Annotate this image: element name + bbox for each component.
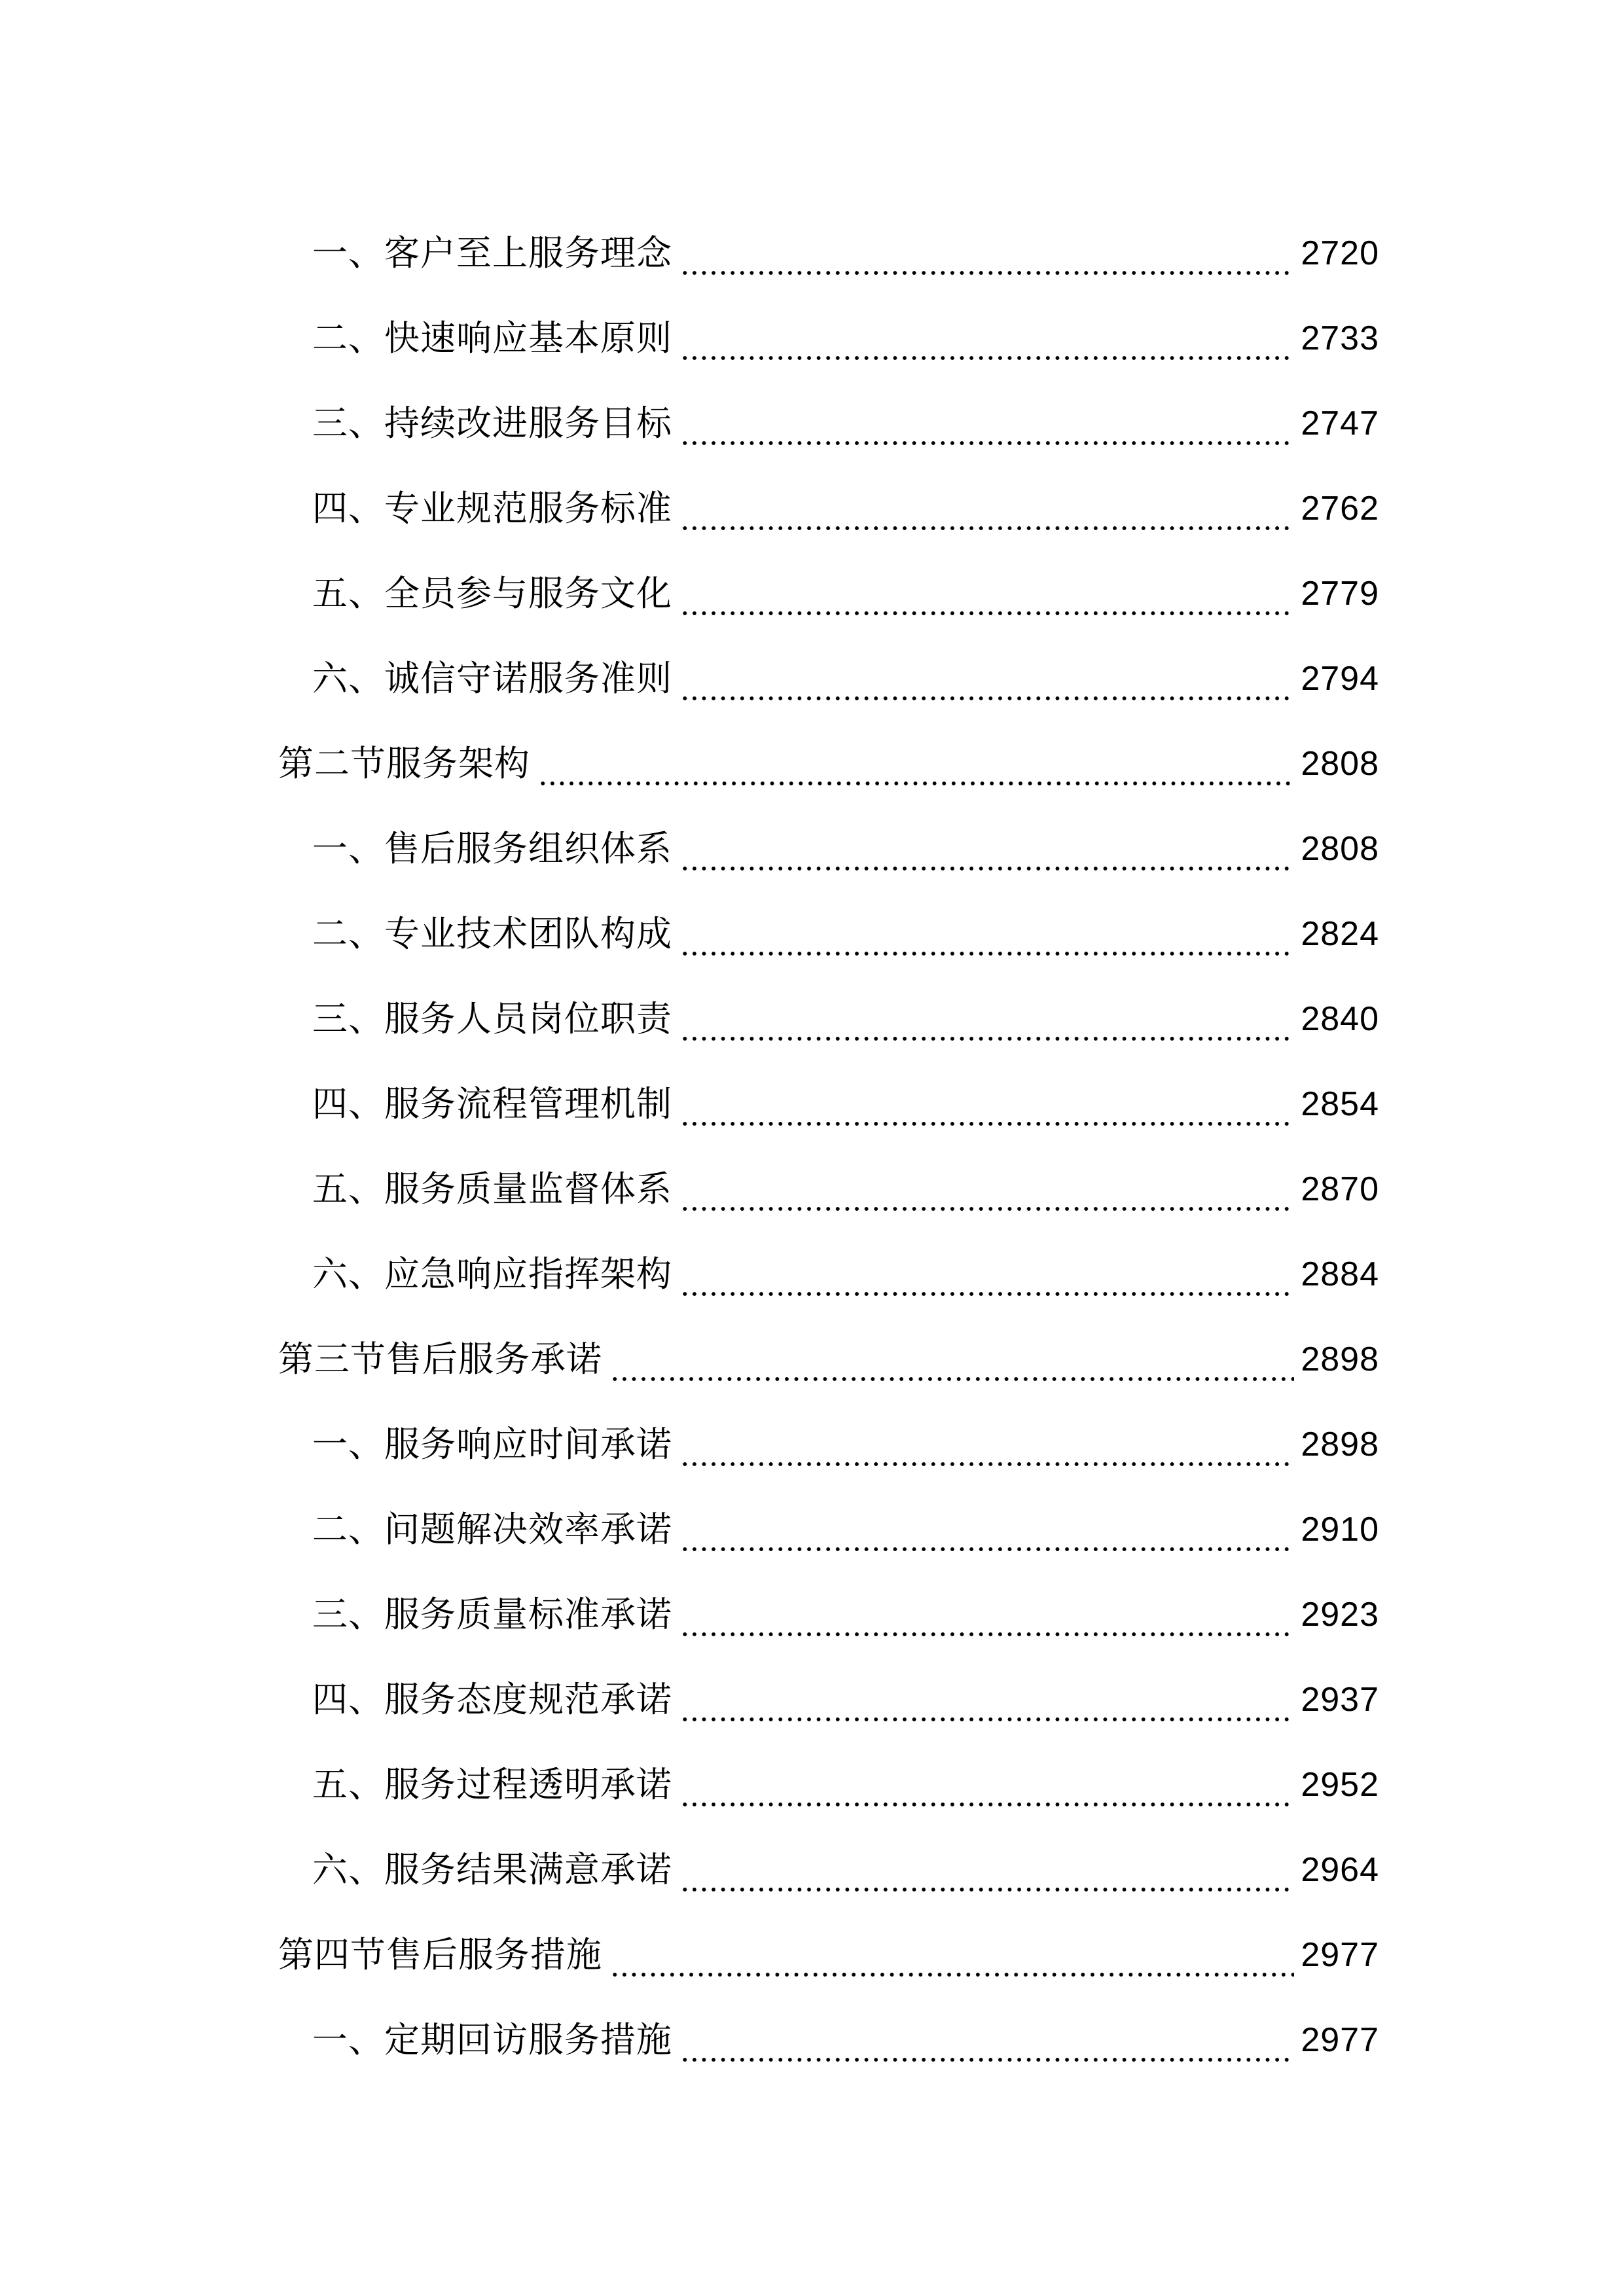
toc-entry[interactable]	[278, 636, 1379, 721]
toc-page-number: 2977	[1301, 2021, 1379, 2059]
toc-dot-leader	[680, 1859, 1294, 1894]
toc-entry-title: 一、售后服务组织体系	[312, 828, 672, 869]
toc-entry[interactable]	[278, 1657, 1379, 1742]
toc-entry-title: 四、服务态度规范承诺	[312, 1679, 672, 1720]
toc-page-number: 2923	[1301, 1596, 1379, 1634]
toc-dot-leader	[610, 1348, 1294, 1384]
toc-entry-title: 二、快速响应基本原则	[312, 317, 672, 359]
toc-entry-title: 四、服务流程管理机制	[312, 1083, 672, 1124]
toc-entry-title: 一、服务响应时间承诺	[312, 1424, 672, 1465]
toc-dot-leader	[680, 2029, 1294, 2064]
toc-entry[interactable]	[278, 1998, 1379, 2083]
toc-dot-leader	[680, 1433, 1294, 1469]
toc-page-number: 2910	[1301, 1511, 1379, 1549]
toc-dot-leader	[680, 1689, 1294, 1724]
toc-section-entry[interactable]	[278, 1912, 1379, 1998]
toc-entry-title: 三、服务质量标准承诺	[312, 1594, 672, 1635]
toc-page-number: 2840	[1301, 1000, 1379, 1038]
toc-page-number: 2720	[1301, 234, 1379, 272]
toc-page-number: 2779	[1301, 575, 1379, 613]
table-of-contents	[278, 211, 1379, 2083]
toc-dot-leader	[680, 1518, 1294, 1554]
toc-entry[interactable]	[278, 1402, 1379, 1487]
toc-dot-leader	[680, 583, 1294, 618]
toc-page-number: 2870	[1301, 1170, 1379, 1208]
toc-entry[interactable]	[278, 1742, 1379, 1827]
toc-dot-leader	[680, 1093, 1294, 1128]
toc-entry-title: 五、全员参与服务文化	[312, 573, 672, 614]
toc-dot-leader	[680, 923, 1294, 958]
toc-entry[interactable]	[278, 296, 1379, 381]
toc-entry-title: 五、服务质量监督体系	[312, 1168, 672, 1210]
toc-entry[interactable]	[278, 1062, 1379, 1147]
toc-page-number: 2854	[1301, 1085, 1379, 1123]
toc-dot-leader	[680, 668, 1294, 703]
toc-entry[interactable]	[278, 1572, 1379, 1657]
toc-section-title: 第二节服务架构	[278, 743, 530, 784]
toc-dot-leader	[680, 242, 1294, 278]
toc-page-number: 2977	[1301, 1936, 1379, 1974]
toc-entry-title: 二、问题解决效率承诺	[312, 1509, 672, 1550]
toc-page-number: 2937	[1301, 1681, 1379, 1719]
toc-entry[interactable]	[278, 1487, 1379, 1572]
toc-section-title: 第四节售后服务措施	[278, 1934, 602, 1975]
toc-entry[interactable]	[278, 466, 1379, 551]
toc-page-number: 2824	[1301, 915, 1379, 953]
toc-section-title: 第三节售后服务承诺	[278, 1338, 602, 1380]
toc-dot-leader	[680, 327, 1294, 363]
toc-dot-leader	[680, 1178, 1294, 1213]
toc-dot-leader	[680, 412, 1294, 448]
toc-dot-leader	[680, 1263, 1294, 1299]
toc-page-number: 2808	[1301, 830, 1379, 868]
toc-entry-title: 三、持续改进服务目标	[312, 403, 672, 444]
toc-page-number: 2964	[1301, 1851, 1379, 1889]
toc-dot-leader	[680, 1604, 1294, 1639]
toc-entry-title: 五、服务过程透明承诺	[312, 1764, 672, 1805]
toc-dot-leader	[538, 753, 1294, 788]
toc-entry[interactable]	[278, 891, 1379, 977]
toc-entry-title: 二、专业技术团队构成	[312, 913, 672, 954]
toc-dot-leader	[680, 1774, 1294, 1809]
toc-entry[interactable]	[278, 977, 1379, 1062]
toc-entry-title: 一、定期回访服务措施	[312, 2019, 672, 2060]
toc-dot-leader	[680, 1008, 1294, 1043]
toc-entry-title: 三、服务人员岗位职责	[312, 998, 672, 1039]
toc-page-number: 2952	[1301, 1766, 1379, 1804]
toc-page-number: 2898	[1301, 1426, 1379, 1463]
toc-entry[interactable]	[278, 806, 1379, 891]
toc-page-number: 2808	[1301, 745, 1379, 783]
toc-dot-leader	[680, 838, 1294, 873]
toc-entry-title: 一、客户至上服务理念	[312, 232, 672, 274]
toc-page-number: 2747	[1301, 404, 1379, 442]
toc-section-entry[interactable]	[278, 721, 1379, 806]
toc-entry[interactable]	[278, 551, 1379, 636]
toc-entry[interactable]	[278, 211, 1379, 296]
toc-page-number: 2762	[1301, 490, 1379, 528]
toc-entry[interactable]	[278, 1232, 1379, 1317]
toc-dot-leader	[680, 497, 1294, 533]
toc-section-entry[interactable]	[278, 1317, 1379, 1402]
toc-page-number: 2884	[1301, 1255, 1379, 1293]
toc-page-number: 2898	[1301, 1340, 1379, 1378]
toc-dot-leader	[610, 1944, 1294, 1979]
toc-entry[interactable]	[278, 1147, 1379, 1232]
toc-entry-title: 六、服务结果满意承诺	[312, 1849, 672, 1890]
toc-entry-title: 四、专业规范服务标准	[312, 488, 672, 529]
toc-entry-title: 六、应急响应指挥架构	[312, 1253, 672, 1295]
toc-entry-title: 六、诚信守诺服务准则	[312, 658, 672, 699]
toc-entry[interactable]	[278, 381, 1379, 466]
toc-entry[interactable]	[278, 1827, 1379, 1912]
toc-page-number: 2733	[1301, 319, 1379, 357]
toc-page-number: 2794	[1301, 660, 1379, 698]
